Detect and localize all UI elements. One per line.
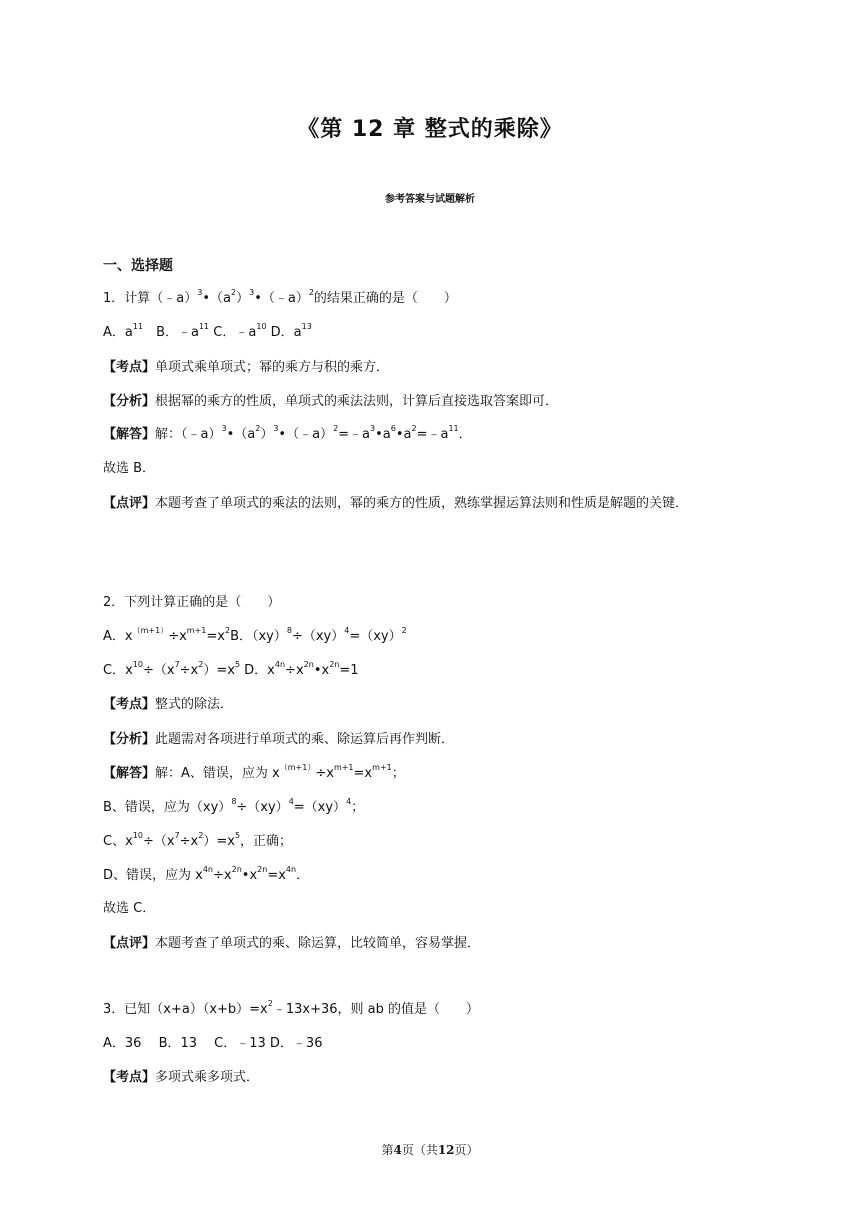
- question-1-dianping: 【点评】本题考查了单项式的乘法的法则，幂的乘方的性质，熟练掌握运算法则和性质是解题的关键．: [103, 496, 689, 511]
- page-number: 4: [393, 1143, 402, 1157]
- question-1-stem: 1．计算$(﹣a)^3•(a^2)^3•(﹣a)^2$的结果正确的是（ ）: [103, 288, 457, 306]
- document-subtitle: 参考答案与试题解析: [385, 194, 475, 205]
- question-2-jieda: 【解答】解：A、错误，应为 $x^{(m+1)}\div x^{m+1}=x^{m+1}$；: [103, 763, 405, 781]
- question-2-fenxi: 【分析】此题需对各项进行单项式的乘、除运算后再作判断．: [103, 732, 455, 747]
- question-1-choice: 故选 B．: [103, 461, 156, 476]
- question-2-line-c: C、$x^{10}\div(x^7\div x^2)=x^5$，正确；: [103, 831, 293, 849]
- question-2-options-cd: C．$x^{10}\div(x^7\div x^2)=x^5$ D．$x^{4n}\div x^{2n}•x^{2n}=1$: [103, 660, 359, 678]
- question-1-jieda: 【解答】解：$(﹣a)^3•(a^2)^3•(﹣a)^2=﹣a^3•a^6•a^2=﹣a^{11}$．: [103, 424, 472, 442]
- question-2-kaodian: 【考点】整式的除法．: [103, 697, 234, 712]
- question-3-stem: 3．已知$(x+a)(x+b)=x^2﹣13x+36$，则 ab 的值是（ ）: [103, 999, 479, 1017]
- question-2-dianping: 【点评】本题考查了单项式的乘、除运算，比较简单，容易掌握．: [103, 936, 481, 951]
- question-1-options: A．$a^{11}$ B．$﹣a^{11}$ C．$﹣a^{10}$ D．$a^{13}$: [103, 322, 312, 340]
- question-2-choice: 故选 C．: [103, 901, 156, 916]
- section-heading: 一、选择题: [103, 258, 173, 274]
- question-2-stem: 2．下列计算正确的是（ ）: [103, 595, 281, 610]
- question-3-options: A．36 B．13 C．﹣13 D．﹣36: [103, 1036, 323, 1051]
- page-footer: 第4页（共12页）: [381, 1143, 479, 1157]
- question-2-line-d: D、错误，应为 $x^{4n}\div x^{2n}•x^{2n}=x^{4n}$．: [103, 865, 310, 883]
- document-title: 《第 12 章 整式的乘除》: [297, 117, 563, 142]
- question-1-fenxi: 【分析】根据幂的乘方的性质，单项式的乘法法则，计算后直接选取答案即可．: [103, 394, 559, 409]
- question-3-kaodian: 【考点】多项式乘多项式．: [103, 1070, 260, 1085]
- question-1-kaodian: 【考点】单项式乘单项式；幂的乘方与积的乘方．: [103, 360, 390, 375]
- question-2-options-ab: A．$x^{(m+1)}\div x^{m+1}=x^2B$．（xy）$^8$÷（xy）$^4$=（xy）$^2$: [103, 626, 407, 644]
- page-total: 12: [437, 1143, 455, 1157]
- question-2-line-b: B、错误，应为（xy）$^8$÷（xy）$^4$=（xy）$^4$；: [103, 797, 365, 815]
